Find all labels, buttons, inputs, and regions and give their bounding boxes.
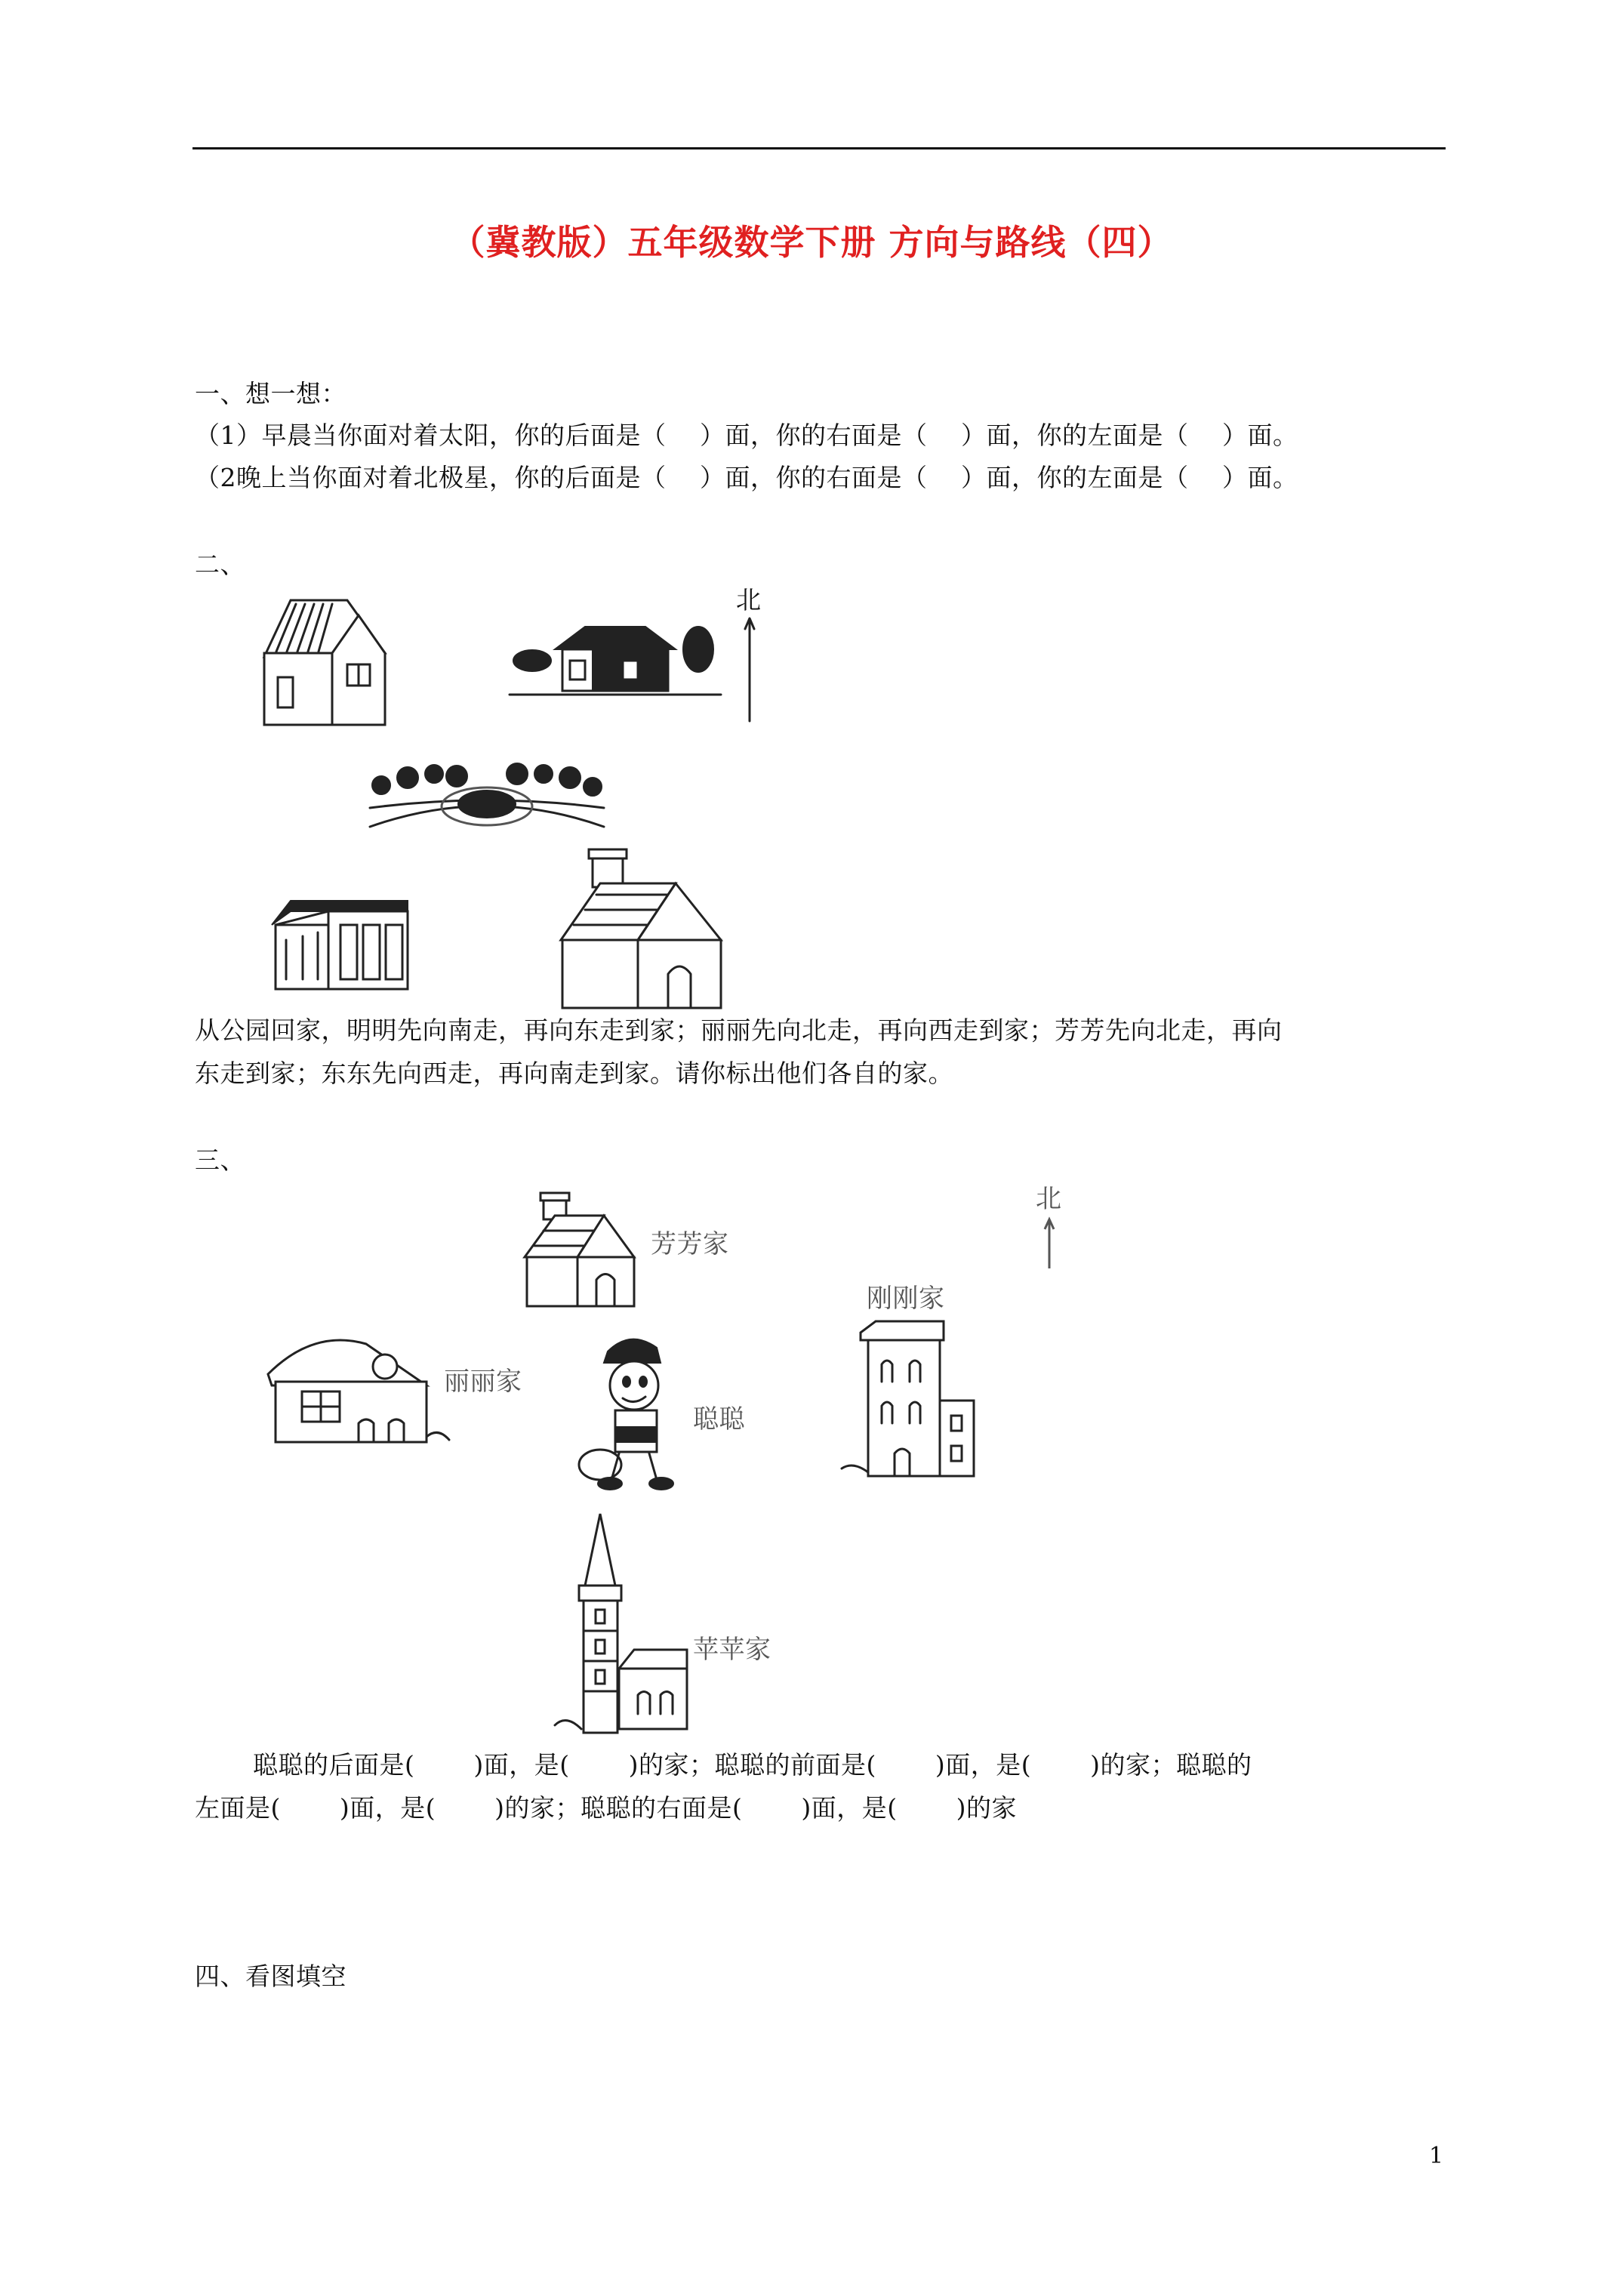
section4-heading: 四、看图填空 bbox=[195, 1962, 346, 1991]
section3-heading: 三、 bbox=[195, 1145, 245, 1175]
section2-text-line1: 从公园回家，明明先向南走，再向东走到家；丽丽先向北走，再向西走到家；芳芳先向北走，再向 bbox=[195, 1015, 1283, 1045]
fangfang-house-illustration bbox=[521, 1193, 642, 1310]
gangang-house-illustration bbox=[838, 1318, 989, 1480]
gangang-house-label: 刚刚家 bbox=[867, 1284, 945, 1314]
section3-compass-label: 北 bbox=[1036, 1184, 1062, 1214]
house-3-illustration bbox=[268, 895, 411, 993]
congcong-label: 聪聪 bbox=[693, 1404, 745, 1435]
section1-heading: 一、想一想： bbox=[195, 379, 346, 408]
section2-north-arrow-icon bbox=[744, 615, 759, 721]
page-title: （冀教版）五年级数学下册 方向与路线（四） bbox=[450, 222, 1173, 263]
lili-house-label: 丽丽家 bbox=[444, 1367, 522, 1397]
section2-compass-label: 北 bbox=[736, 585, 762, 615]
park-illustration bbox=[366, 755, 608, 838]
section3-question-line2: 左面是( )面，是( )的家；聪聪的右面是( )面，是( )的家 bbox=[195, 1793, 1017, 1823]
pingping-house-illustration bbox=[547, 1510, 698, 1737]
congcong-boy-illustration bbox=[574, 1329, 687, 1491]
section2-heading: 二、 bbox=[195, 550, 245, 579]
house-4-illustration bbox=[555, 849, 732, 1012]
section1-question-1: （1）早晨当你面对着太阳，你的后面是（ ）面，你的右面是（ ）面，你的左面是（ ）面。 bbox=[195, 421, 1298, 450]
house-1-illustration bbox=[249, 593, 393, 729]
header-rule bbox=[192, 147, 1446, 149]
fangfang-house-label: 芳芳家 bbox=[651, 1229, 729, 1259]
section3-question-line1: 聪聪的后面是( )面，是( )的家；聪聪的前面是( )面，是( )的家；聪聪的 bbox=[253, 1750, 1252, 1780]
pingping-house-label: 苹苹家 bbox=[693, 1635, 771, 1665]
section3-north-arrow-icon bbox=[1043, 1217, 1058, 1270]
section1-question-2: （2晚上当你面对着北极星，你的后面是（ ）面，你的右面是（ ）面，你的左面是（ ）面。 bbox=[195, 463, 1298, 492]
lili-house-illustration bbox=[245, 1333, 453, 1446]
page-number: 1 bbox=[1429, 2143, 1444, 2169]
section2-text-line2: 东走到家；东东先向西走，再向南走到家。请你标出他们各自的家。 bbox=[195, 1059, 953, 1088]
house-2-illustration bbox=[510, 619, 721, 702]
